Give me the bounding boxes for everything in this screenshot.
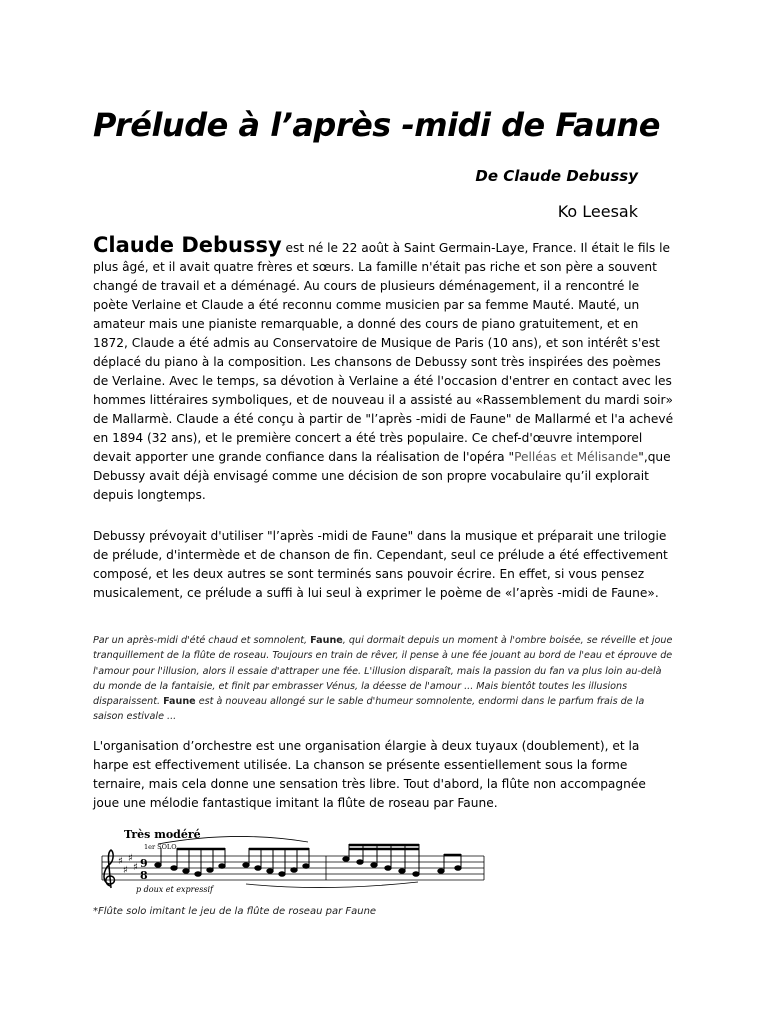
svg-text:8: 8 — [140, 869, 148, 882]
quote-name-faune-2: Faune — [163, 696, 196, 708]
lead-name: Claude Debussy — [93, 233, 282, 257]
quote-text-a: Par un après-midi d'été chaud et somnolent, — [93, 635, 311, 646]
paragraph-orchestration: L'organisation d’orchestre est une organisation élargie à deux tuyaux (doublement), et la harpe est effectivement utilisée. La chanson se présente essentiellement sous la forme ternaire, mais cela donne une sensation très libre. Tout d'abord, la flûte non accompagnée joue une mélodie fantastique imitant la flûte de roseau par Faune. — [93, 739, 646, 810]
music-score-image — [96, 826, 486, 896]
quote-text-c: est à nouveau allongé sur le sable d'humeur somnolente, endormi dans le parfum frais de la saison estivale ... — [93, 696, 645, 723]
svg-text:9: 9 — [140, 857, 148, 870]
svg-text:♯: ♯ — [123, 865, 128, 876]
key-signature — [118, 853, 138, 876]
biography-text-b: ",que Debussy avait déjà envisagé comme une décision de son propre vocabulaire qu’il explorait depuis longtemps. — [93, 450, 671, 502]
paragraph-trilogy: Debussy prévoyait d'utiliser "l’après -midi de Faune" dans la musique et préparait une trilogie de prélude, d'intermède et de chanson de fin. Cependant, seul ce prélude a été effectivement composé, et les deux autres se sont terminés sans pouvoir écrire. En effet, si vous pensez musicalement, ce prélude a suffi à lui seul à exprimer le poème de «l’après -midi de Faune». — [93, 529, 668, 600]
quote-name-faune-1: Faune — [310, 635, 343, 646]
svg-text:♯: ♯ — [128, 853, 133, 864]
quote-text-b: , qui dormait depuis un moment à l'ombre boisée, se réveille et joue tranquillement de la flûte de roseau. Toujours en train de rêver, il pense à une fée jouant au bord de l'eau et éprouve de l'amour pour l'illusion, alors il essaie d'attraper une fée. L'illusion disparaît, mais la passion du fan va plus loin au-delà du monde de la fantaisie, et finit par embrasser Vénus, la déesse de l'amour ... Mais bientôt toutes les illusions disparaissent. — [93, 635, 673, 708]
document-author: Ko Leesak — [557, 202, 638, 221]
paragraph-biography — [93, 233, 675, 505]
biography-text-a: est né le 22 août à Saint Germain-Laye, France. Il était le fils le plus âgé, et il avait quatre frères et sœurs. La famille n'était pas riche et son père a souvent changé de travail et a déménagé. Au cours de plusieurs déménagement, il a rencontré le poète Verlaine et Claude a été reconnu comme musicien par sa femme Mauté. Mauté, un amateur mais une pianiste remarquable, a donné des cours de piano gratuitement, et en 1872, Claude a été admis au Conservatoire de Musique de Paris (10 ans), et son intérêt s'est déplacé du piano à la composition. Les chansons de Debussy sont très inspirées des poèmes de Verlaine. Avec le temps, sa dévotion à Verlaine a été l'occasion d'entrer en contact avec les hommes littéraires symboliques, et de nouveau il a assisté au «Rassemblement du mardi soir» de Mallarmè. Claude a été conçu à partir de "l’après -midi de Faune" de Mallarmé et l'a achevé en 1894 (32 ans), et le première concert a été très populaire. Ce chef-d'œuvre intemporel devait apporter une grande confiance dans la réalisation de l'opéra " — [93, 241, 674, 464]
score-tempo: Très modéré — [124, 828, 201, 841]
opera-link[interactable]: Pelléas et Mélisande — [514, 450, 639, 464]
poem-summary-quote — [93, 633, 675, 725]
time-signature — [140, 857, 148, 882]
score-dynamics: p doux et expressif — [136, 885, 213, 894]
svg-text:♯: ♯ — [118, 856, 123, 867]
document-subtitle: De Claude Debussy — [475, 167, 638, 185]
score-caption: *Flûte solo imitant le jeu de la flûte de roseau par Faune — [93, 906, 377, 917]
svg-text:♯: ♯ — [133, 862, 138, 873]
score-solo: 1er SOLO — [144, 843, 177, 851]
document-title: Prélude à l’après -midi de Faune — [93, 106, 660, 144]
